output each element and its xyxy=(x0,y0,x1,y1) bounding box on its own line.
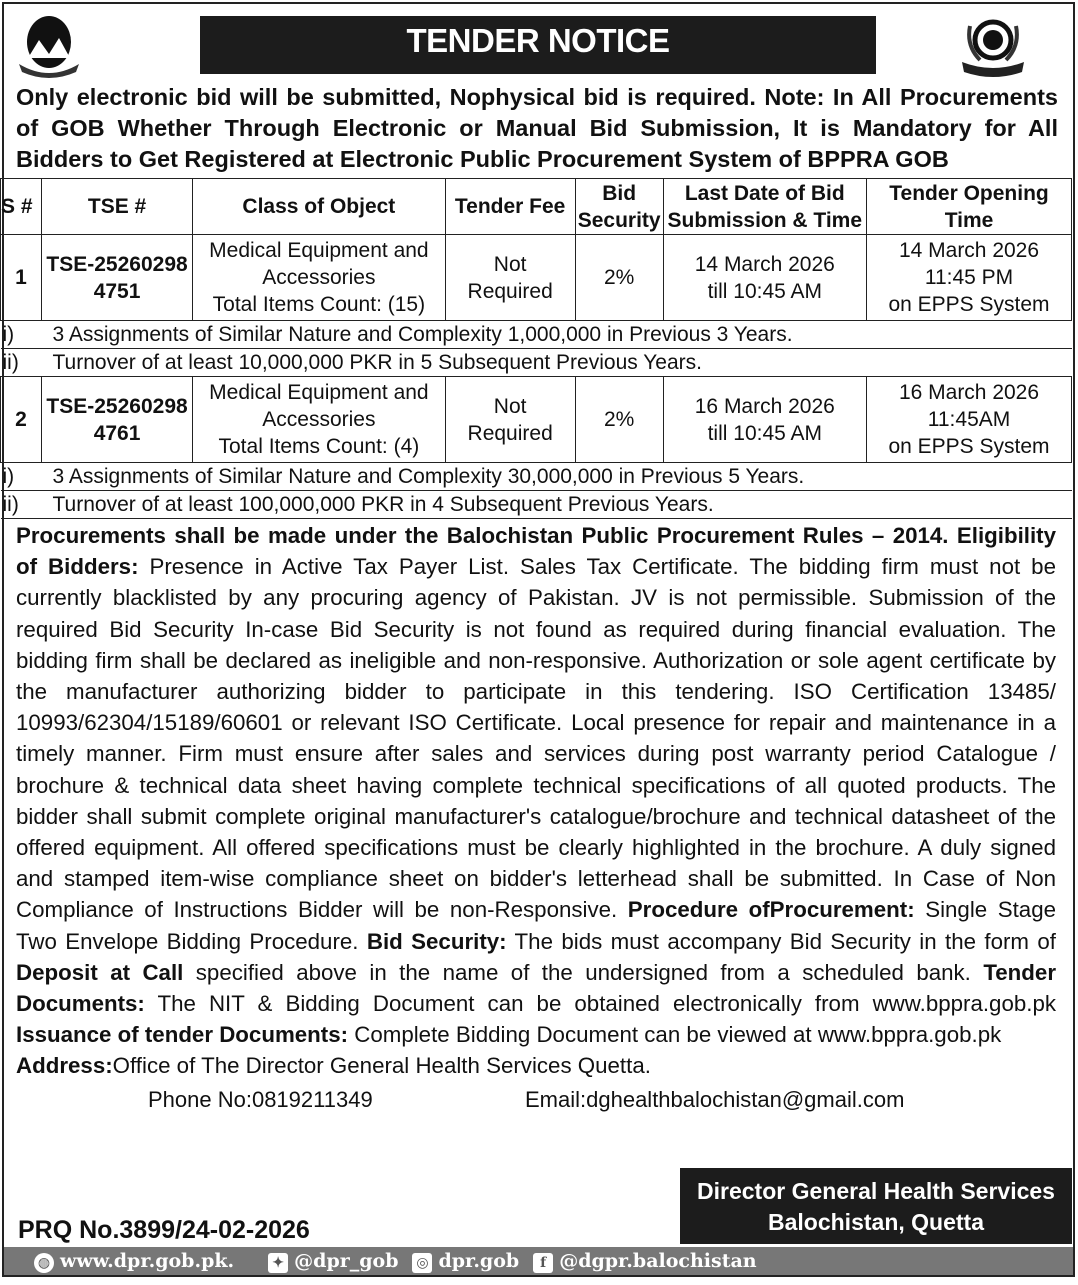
instagram-label: dpr.gob xyxy=(438,1249,520,1272)
balochistan-logo-icon xyxy=(14,12,84,78)
table-row xyxy=(1,377,1072,463)
cell-security: 2% xyxy=(575,377,663,463)
requirement-row xyxy=(1,463,1072,491)
items-count: Total Items Count: (15) xyxy=(212,293,426,316)
col-sn: S # xyxy=(1,179,42,235)
col-class: Class of Object xyxy=(193,179,445,235)
requirement-row xyxy=(1,349,1072,377)
instagram-icon: ◎ xyxy=(412,1253,432,1273)
cell-sn: 2 xyxy=(1,377,42,463)
cell-object xyxy=(193,235,445,321)
signature-block xyxy=(680,1168,1072,1244)
facebook-icon: f xyxy=(533,1253,553,1273)
email-contact xyxy=(525,1087,904,1113)
twitter-label: @dpr_gob xyxy=(294,1249,399,1272)
health-department-logo-icon xyxy=(958,12,1028,78)
object-name: Medical Equipment and Accessories xyxy=(209,239,429,289)
opening-time: 11:45AM xyxy=(927,408,1011,431)
globe-icon: ◍ xyxy=(34,1253,54,1273)
cell-fee: Not Required xyxy=(445,377,575,463)
bid-security-label: Bid Security: xyxy=(366,928,507,954)
phone-number: Phone No:0819211349 xyxy=(148,1087,373,1112)
col-last-date: Last Date of Bid Submission & Time xyxy=(663,179,866,235)
twitter-icon: ✦ xyxy=(268,1253,288,1273)
cell-tse: TSE-252602984751 xyxy=(41,235,192,321)
table-row xyxy=(1,235,1072,321)
deposit-text: specified above in the name of the undersigned from a scheduled bank. xyxy=(183,959,984,985)
req-num: ii) xyxy=(2,492,19,516)
col-fee: Tender Fee xyxy=(445,179,575,235)
requirement-row xyxy=(1,321,1072,349)
procedure-text: Single Stage Two Envelope Bidding Procedure. xyxy=(16,897,1057,954)
tender-docs-label: Tender Documents: xyxy=(16,959,1056,1017)
col-security: Bid Security xyxy=(575,179,663,235)
address-label: Address: xyxy=(16,1053,113,1079)
deposit-label: Deposit at Call xyxy=(16,959,184,985)
cell-object xyxy=(193,377,445,463)
email-link[interactable]: dghealthbalochistan@gmail.com xyxy=(586,1087,905,1112)
signatory-location: Balochistan, Quetta xyxy=(768,1209,984,1235)
col-tse: TSE # xyxy=(41,179,192,235)
req-num: ii) xyxy=(2,350,19,374)
object-name: Medical Equipment and Accessories xyxy=(209,381,429,431)
cell-last-date: 16 March 2026 till 10:45 AM xyxy=(663,377,866,463)
eligibility-text: Presence in Active Tax Payer List. Sales Tax Certificate. The bidding firm must not be currently blacklisted by any procuring agency of Pakistan. JV is not permissible. Submission of the required Bid Security In-case Bid Security is not found as required during financial evaluation. The bidding firm shall be declared as ineligible and non-responsive. Authorization or sole agent certificate by the manufacturer authorizing bidder to participate in this tendering. ISO Certification 13485/ 10993/62304/15189/60601 or relevant ISO Certificate. Local presence for repair and maintenance in a timely manner. Firm must ensure after sales and services during post warranty period Catalogue / brochure & technical data sheet having complete technical specifications of all quoted products. The bidder shall submit complete original manufacturer's catalogue/brochure and technical datasheet of the offered equipment. All offered specifications must be clearly highlighted in the brochure. A duly signed and stamped item-wise compliance sheet on bidder's letterhead shall be submitted. In Case of Non Compliance of Instructions Bidder will be non-Responsive. xyxy=(16,554,1056,923)
facebook-label: @dgpr.balochistan xyxy=(559,1249,757,1272)
table-header-row xyxy=(1,179,1072,235)
opening-date: 16 March 2026 xyxy=(898,381,1040,404)
footer-twitter[interactable] xyxy=(268,1250,398,1273)
col-opening: Tender Opening Time xyxy=(867,179,1072,235)
intro-note: Only electronic bid will be submitted, Nophysical bid is required. Note: In All Procurements of GOB Whether Through Electronic or Manual Bid Submission, It is Mandatory for All Bidders to Get Registered at Electronic Public Procurement System of BPPRA GOB xyxy=(16,84,1058,172)
cell-last-date: 14 March 2026 till 10:45 AM xyxy=(663,235,866,321)
bppra-link[interactable]: www.bppra.gob.pk xyxy=(872,991,1056,1017)
eligibility-heading: Procurements shall be made under the Balochistan Public Procurement Rules – 2014. Eligibility of Bidders: xyxy=(16,523,1056,580)
bid-security-text: The bids must accompany Bid Security in the form of xyxy=(506,928,1056,954)
req-num: i) xyxy=(2,322,15,346)
cell-opening xyxy=(867,377,1072,463)
email-label: Email: xyxy=(525,1087,587,1112)
footer-bar xyxy=(4,1247,1073,1275)
cell-opening xyxy=(867,235,1072,321)
tender-table xyxy=(0,178,1072,519)
opening-system: on EPPS System xyxy=(888,293,1050,316)
address-text: Office of The Director General Health Services Quetta. xyxy=(112,1053,651,1079)
signatory-title: Director General Health Services xyxy=(697,1178,1055,1204)
terms-paragraph xyxy=(16,520,1056,1082)
cell-tse: TSE-252602984761 xyxy=(41,377,192,463)
cell-sn: 1 xyxy=(1,235,42,321)
page-title: TENDER NOTICE xyxy=(200,16,876,74)
req-num: i) xyxy=(2,464,15,488)
opening-system: on EPPS System xyxy=(888,435,1050,458)
tender-docs-text: The NIT & Bidding Document can be obtained electronically from xyxy=(144,991,873,1017)
issuance-label: Issuance of tender Documents: xyxy=(16,1022,349,1048)
items-count: Total Items Count: (4) xyxy=(218,435,420,458)
footer-instagram[interactable] xyxy=(412,1250,519,1273)
cell-security: 2% xyxy=(575,235,663,321)
requirement-row xyxy=(1,491,1072,519)
footer-facebook[interactable] xyxy=(533,1250,756,1273)
bppra-link-2[interactable]: www.bppra.gob.pk xyxy=(817,1022,1002,1048)
opening-time: 11:45 PM xyxy=(924,266,1014,289)
prq-number: PRQ No.3899/24-02-2026 xyxy=(18,1216,310,1244)
req-text: Turnover of at least 100,000,000 PKR in 4 Subsequent Previous Years. xyxy=(52,492,714,516)
req-text: 3 Assignments of Similar Nature and Complexity 1,000,000 in Previous 3 Years. xyxy=(52,322,793,346)
req-text: Turnover of at least 10,000,000 PKR in 5 Subsequent Previous Years. xyxy=(52,350,702,374)
req-text: 3 Assignments of Similar Nature and Complexity 30,000,000 in Previous 5 Years. xyxy=(52,464,805,488)
issuance-text: Complete Bidding Document can be viewed at xyxy=(348,1022,818,1048)
footer-web[interactable] xyxy=(34,1250,234,1273)
web-label: www.dpr.gob.pk. xyxy=(60,1249,235,1272)
cell-fee: Not Required xyxy=(445,235,575,321)
opening-date: 14 March 2026 xyxy=(898,239,1040,262)
procedure-label: Procedure ofProcurement: xyxy=(627,897,915,923)
